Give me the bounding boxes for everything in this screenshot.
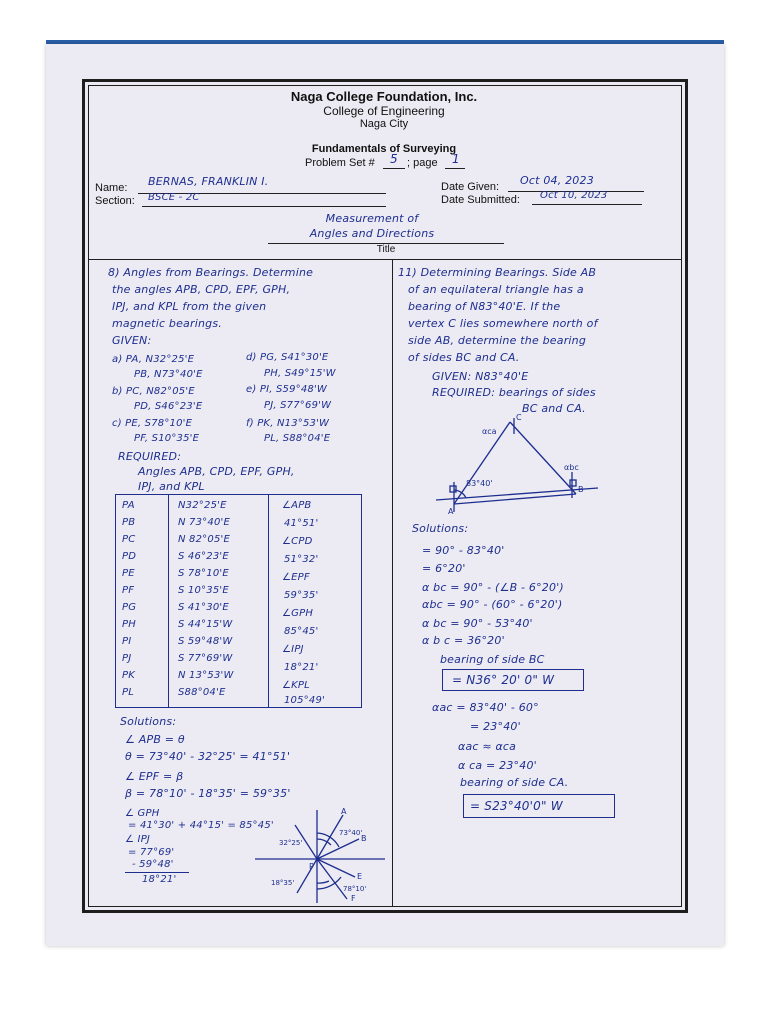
section-value: BSCE - 2C: [148, 192, 200, 203]
title-line1: Measurement of: [325, 212, 419, 225]
left-solution-underline: [125, 872, 189, 873]
right-step-12: bearing of side CA.: [460, 776, 569, 789]
right-problem-line1: 11) Determining Bearings. Side AB: [398, 266, 597, 279]
table-bearing-pe: S 78°10'E: [178, 568, 229, 579]
table-line-pg: PG: [122, 602, 137, 613]
given-b-line2: PD, S46°23'E: [134, 401, 203, 412]
date-submitted-value: Oct 10, 2023: [540, 190, 608, 201]
table-line-ph: PH: [122, 619, 136, 630]
left-required-line1: Angles APB, CPD, EPF, GPH,: [138, 465, 295, 478]
triangle-alpha-ca: αca: [482, 427, 497, 436]
left-required-label: REQUIRED:: [118, 450, 182, 463]
given-c-line2: PF, S10°35'E: [134, 433, 200, 444]
right-step-7: bearing of side BC: [440, 653, 545, 666]
page-underline: [445, 168, 465, 169]
given-f-line2: PL, S88°04'E: [264, 433, 331, 444]
right-given: GIVEN: N83°40'E: [432, 370, 529, 383]
sketch-angle-1: 32°25': [279, 839, 303, 847]
table-line-pa: PA: [122, 500, 135, 511]
result-kpl-value: 105°49': [284, 695, 325, 706]
page-label: ; page: [407, 157, 438, 169]
right-step-10: αac ≈ αca: [458, 740, 517, 753]
page-number: 1: [452, 152, 460, 166]
table-bearing-pk: N 13°53'W: [178, 670, 234, 681]
table-line-pi: PI: [122, 636, 132, 647]
left-solution-2: θ = 73°40' - 32°25' = 41°51': [125, 750, 291, 763]
given-d-line1: d) PG, S41°30'E: [246, 352, 329, 363]
section-underline: [142, 206, 386, 207]
right-step-1: = 90° - 83°40': [422, 544, 505, 557]
left-solution-6: = 41°30' + 44°15' = 85°45': [128, 820, 274, 831]
section-label: Section:: [95, 195, 135, 207]
left-solution-7: ∠ IPJ: [125, 834, 151, 845]
date-given-value: Oct 04, 2023: [520, 174, 594, 187]
left-solution-1: ∠ APB = θ: [125, 733, 185, 746]
triangle-label-b: B: [578, 485, 584, 494]
right-problem-line6: of sides BC and CA.: [408, 351, 520, 364]
result-epf-angle: ∠EPF: [282, 572, 310, 583]
given-e-line2: PJ, S77°69'W: [264, 400, 332, 411]
table-bearing-ph: S 44°15'W: [178, 619, 233, 630]
right-step-4: αbc = 90° - (60° - 6°20'): [422, 598, 563, 611]
given-a-line1: a) PA, N32°25'E: [112, 354, 195, 365]
left-solution-5: ∠ GPH: [125, 808, 160, 819]
sketch-label-b: B: [361, 834, 367, 843]
table-divider-2: [268, 494, 269, 708]
column-divider: [392, 259, 393, 907]
result-ipj-angle: ∠IPJ: [282, 644, 304, 655]
left-solution-9: - 59°48': [132, 859, 174, 870]
title-line2: Angles and Directions: [309, 227, 435, 240]
course-title: Fundamentals of Surveying: [311, 143, 457, 155]
date-given-label: Date Given:: [441, 181, 500, 193]
table-line-pc: PC: [122, 534, 136, 545]
result-kpl-angle: ∠KPL: [282, 680, 310, 691]
table-bearing-pf: S 10°35'E: [178, 585, 229, 596]
triangle-alpha-bc: αbc: [564, 463, 579, 472]
given-b-line1: b) PC, N82°05'E: [112, 386, 195, 397]
body-top-line: [88, 259, 682, 260]
problem-set-underline: [383, 168, 405, 169]
answer-ca: = S23°40'0" W: [470, 799, 563, 813]
left-problem-line4: magnetic bearings.: [112, 317, 222, 330]
result-cpd-angle: ∠CPD: [282, 536, 313, 547]
college-name: College of Engineering: [323, 104, 445, 118]
result-apb-value: 41°51': [284, 518, 319, 529]
right-problem-line5: side AB, determine the bearing: [408, 334, 587, 347]
left-problem-line1: 8) Angles from Bearings. Determine: [108, 266, 314, 279]
result-epf-value: 59°35': [284, 590, 319, 601]
table-bearing-pg: S 41°30'E: [178, 602, 229, 613]
right-step-2: = 6°20': [422, 562, 466, 575]
sketch-label-a: A: [341, 807, 347, 816]
right-step-8: αac = 83°40' - 60°: [432, 701, 539, 714]
left-problem-line2: the angles APB, CPD, EPF, GPH,: [112, 283, 291, 296]
left-solution-8: = 77°69': [128, 847, 175, 858]
left-required-line2: IPJ, and KPL: [138, 480, 205, 493]
city-name: Naga City: [359, 118, 409, 130]
left-solution-4: β = 78°10' - 18°35' = 59°35': [125, 787, 291, 800]
table-line-pe: PE: [122, 568, 135, 579]
table-bearing-pb: N 73°40'E: [178, 517, 230, 528]
right-required-line2: BC and CA.: [522, 402, 586, 415]
given-d-line2: PH, S49°15'W: [264, 368, 336, 379]
result-gph-value: 85°45': [284, 626, 319, 637]
date-submitted-label: Date Submitted:: [441, 194, 520, 206]
triangle-angle: 83°40': [466, 479, 493, 488]
result-ipj-value: 18°21': [284, 662, 319, 673]
bearing-table: [115, 494, 362, 708]
result-cpd-value: 51°32': [284, 554, 319, 565]
right-required-line1: REQUIRED: bearings of sides: [432, 386, 596, 399]
right-step-6: α b c = 36°20': [422, 634, 505, 647]
sketch-label-e: E: [357, 872, 363, 881]
result-gph-angle: ∠GPH: [282, 608, 314, 619]
sketch-angle-2: 73°40': [339, 829, 363, 837]
right-step-9: = 23°40': [470, 720, 521, 733]
table-line-pf: PF: [122, 585, 135, 596]
problem-set-number: 5: [390, 152, 398, 166]
title-caption: Title: [376, 244, 396, 255]
right-problem-line4: vertex C lies somewhere north of: [408, 317, 598, 330]
sketch-label-p: P: [309, 862, 314, 871]
table-bearing-pc: N 82°05'E: [178, 534, 230, 545]
given-c-line1: c) PE, S78°10'E: [112, 418, 193, 429]
table-line-pl: PL: [122, 687, 135, 698]
triangle-diagram: [430, 412, 600, 516]
date-submitted-underline: [532, 204, 642, 205]
result-apb-angle: ∠APB: [282, 500, 312, 511]
name-label: Name:: [95, 182, 128, 194]
sketch-angle-3: 18°35': [271, 879, 295, 887]
table-line-pb: PB: [122, 517, 136, 528]
left-given-label: GIVEN:: [112, 334, 152, 347]
student-name: BERNAS, FRANKLIN I.: [148, 175, 269, 188]
given-f-line1: f) PK, N13°53'W: [246, 418, 330, 429]
left-solution-10: 18°21': [142, 874, 177, 885]
table-line-pk: PK: [122, 670, 135, 681]
given-a-line2: PB, N73°40'E: [134, 369, 203, 380]
left-solution-3: ∠ EPF = β: [125, 770, 184, 783]
answer-bc: = N36° 20' 0" W: [452, 673, 555, 687]
left-problem-line3: IPJ, and KPL from the given: [112, 300, 267, 313]
bearing-sketch: [255, 805, 385, 905]
right-problem-line2: of an equilateral triangle has a: [408, 283, 584, 296]
table-bearing-pj: S 77°69'W: [178, 653, 233, 664]
table-line-pd: PD: [122, 551, 137, 562]
right-solutions-label: Solutions:: [412, 522, 469, 535]
table-bearing-pd: S 46°23'E: [178, 551, 229, 562]
right-step-11: α ca = 23°40': [458, 759, 537, 772]
given-e-line1: e) PI, S59°48'W: [246, 384, 328, 395]
left-solutions-label: Solutions:: [120, 715, 177, 728]
table-bearing-pi: S 59°48'W: [178, 636, 233, 647]
sketch-angle-4: 78°10': [343, 885, 367, 893]
right-step-5: α bc = 90° - 53°40': [422, 617, 533, 630]
sketch-label-f: F: [351, 894, 356, 903]
table-divider-1: [168, 494, 169, 708]
table-bearing-pl: S88°04'E: [178, 687, 226, 698]
table-line-pj: PJ: [122, 653, 132, 664]
right-step-3: α bc = 90° - (∠B - 6°20'): [422, 581, 564, 594]
right-problem-line3: bearing of N83°40'E. If the: [408, 300, 561, 313]
table-bearing-pa: N32°25'E: [178, 500, 227, 511]
problem-set-label: Problem Set #: [305, 157, 375, 169]
triangle-label-a: A: [448, 507, 454, 516]
triangle-label-c: C: [516, 413, 522, 422]
institution-name: Naga College Foundation, Inc.: [290, 89, 478, 104]
